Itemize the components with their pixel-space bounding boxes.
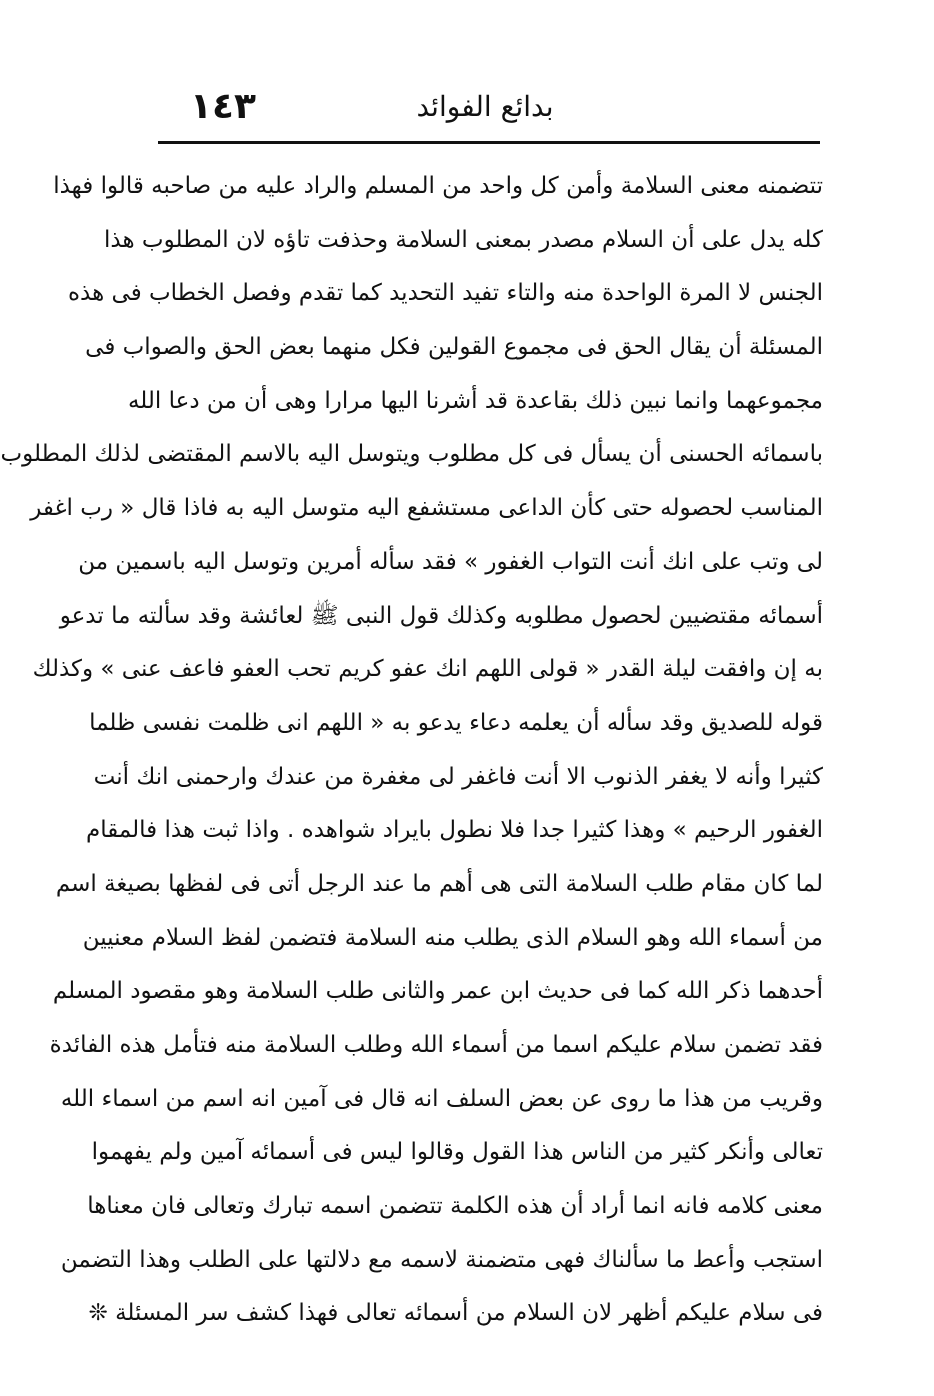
text-line: تعالى وأنكر كثير من الناس هذا القول وقالوا ليس فى أسمائه آمين ولم يفهموا <box>91 1139 823 1166</box>
text-line: المناسب لحصوله حتى كأن الداعى مستشفع اليه متوسل اليه به فاذا قال « رب اغفر <box>30 495 823 522</box>
running-title: بدائع الفوائد <box>416 90 554 123</box>
text-line: من أسماء الله وهو السلام الذى يطلب منه السلامة فتضمن لفظ السلام معنيين <box>82 924 823 951</box>
text-line: لى وتب على انك أنت التواب الغفور » فقد سأله أمرين وتوسل اليه باسمين من <box>78 548 823 575</box>
text-line: قوله للصديق وقد سأله أن يعلمه دعاء يدعو به « اللهم انى ظلمت نفسى ظلما <box>89 709 823 736</box>
text-line: فقد تضمن سلام عليكم اسما من أسماء الله وطلب السلامة منه فتأمل هذه الفائدة <box>49 1032 823 1058</box>
text-line: باسمائه الحسنى أن يسأل فى كل مطلوب ويتوسل اليه بالاسم المقتضى لذلك المطلوب <box>0 441 823 468</box>
text-line: أحدهما ذكر الله كما فى حديث ابن عمر والثانى طلب السلامة وهو مقصود المسلم <box>52 978 823 1005</box>
text-line: استجب وأعط ما سألناك فهى متضمنة لاسمه مع دلالتها على الطلب وهذا التضمن <box>60 1246 823 1273</box>
text-line: كله يدل على أن السلام مصدر بمعنى السلامة وحذفت تاؤه لان المطلوب هذا <box>104 226 823 253</box>
text-line: تتضمنه معنى السلامة وأمن كل واحد من المسلم والراد عليه من صاحبه قالوا فهذا <box>53 173 823 199</box>
text-line: معنى كلامه فانه انما أراد أن هذه الكلمة تتضمن اسمه تبارك وتعالى فان معناها <box>87 1193 823 1220</box>
text-line: مجموعهما وانما نبين ذلك بقاعدة قد أشرنا اليها مرارا وهى أن من دعا الله <box>127 387 823 414</box>
text-line: المسئلة أن يقال الحق فى مجموع القولين فكل منهما بعض الحق والصواب فى <box>85 334 823 361</box>
text-line: كثيرا وأنه لا يغفر الذنوب الا أنت فاغفر لى مغفرة من عندك وارحمنى انك أنت <box>93 763 823 790</box>
page-number: ١٤٣ <box>190 86 256 127</box>
text-line-last: فى سلام عليكم أظهر لان السلام من أسمائه تعالى فهذا كشف سر المسئلة ❊ <box>88 1300 823 1327</box>
body-text <box>0 160 823 1341</box>
text-line: وقريب من هذا ما روى عن بعض السلف انه قال فى آمين انه اسم من اسماء الله <box>60 1085 823 1112</box>
page-header <box>150 86 820 136</box>
text-line: الجنس لا المرة الواحدة منه والتاء تفيد التحديد كما تقدم وفصل الخطاب فى هذه <box>67 280 823 307</box>
text-line: أسمائه مقتضيين لحصول مطلوبه وكذلك قول النبى ﷺ لعائشة وقد سألته ما تدعو <box>59 602 823 629</box>
header-rule <box>158 141 820 144</box>
text-line: به إن وافقت ليلة القدر « قولى اللهم انك عفو كريم تحب العفو فاعف عنى » وكذلك <box>32 656 823 683</box>
text-line: الغفور الرحيم » وهذا كثيرا جدا فلا نطول بايراد شواهده . واذا ثبت هذا فالمقام <box>85 817 823 844</box>
text-line: لما كان مقام طلب السلامة التى هى أهم ما عند الرجل أتى فى لفظها بصيغة اسم <box>55 870 823 897</box>
